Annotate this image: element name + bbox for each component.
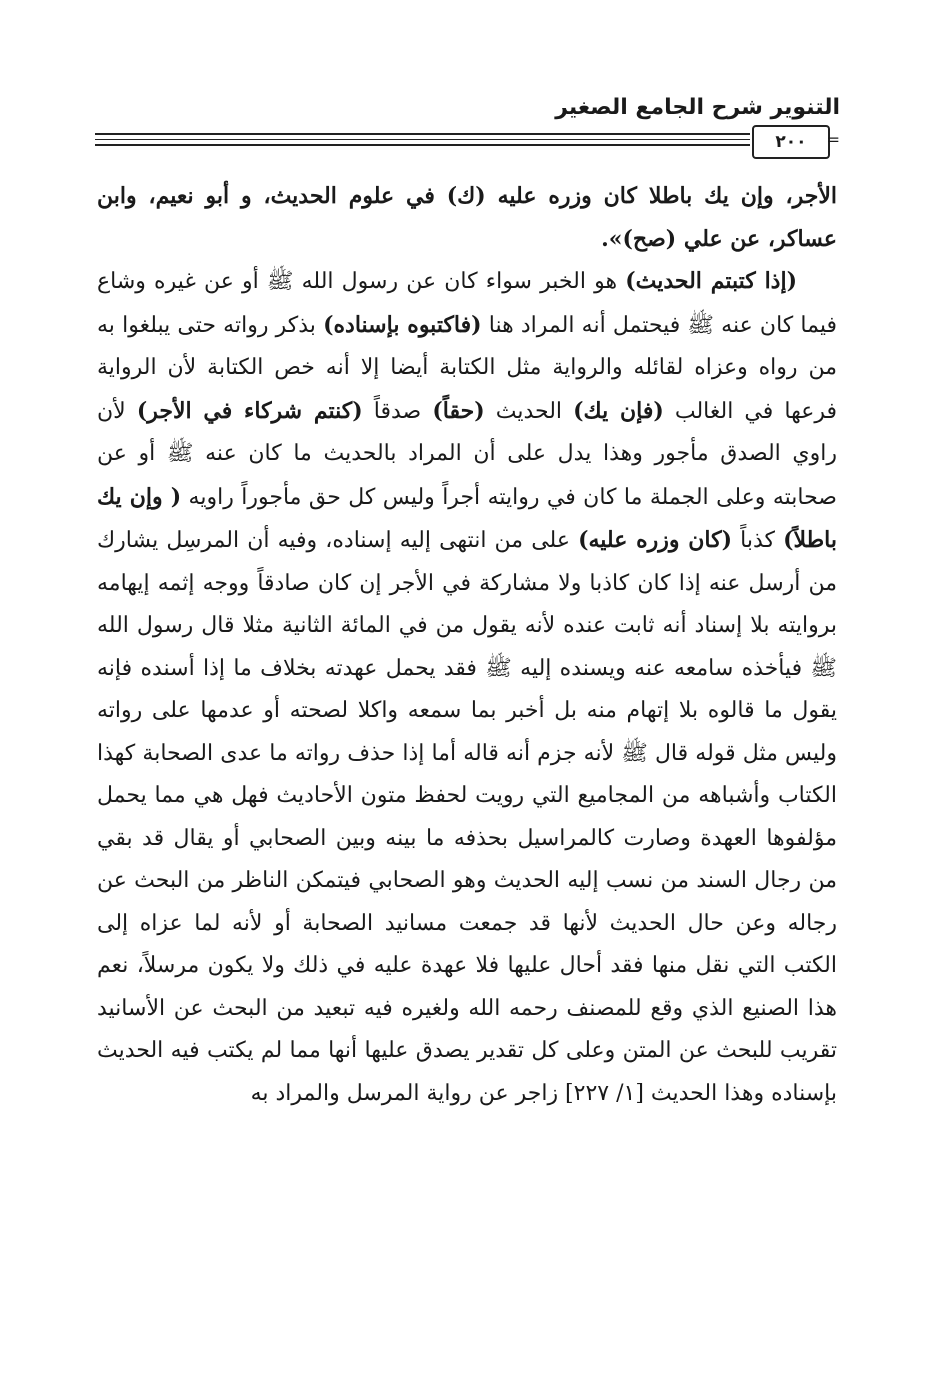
commentary-text: لأن راوي الصدق مأجور وهذا يدل على أن المراد بالحديث ما كان عنه ﷺ أو عن صحابته وعلى الجملة ما كان في روايته أجراً وليس كل حق مأجوراً راويه bbox=[97, 398, 837, 510]
commentary-text: كذباً bbox=[732, 528, 784, 553]
opening-paragraph: الأجر، وإن يك باطلا كان وزره عليه (ك) في علوم الحديث، و أبو نعيم، وابن عساكر، عن علي (صح)». bbox=[97, 183, 837, 252]
page-body bbox=[97, 175, 837, 1115]
quoted-term: (إذا كتبتم الحديث) bbox=[625, 268, 797, 294]
running-title: التنوير شرح الجامع الصغير bbox=[555, 95, 840, 120]
commentary-text: على من انتهى إليه إسناده، وفيه أن المرسِل يشارك من أرسل عنه إذا كان كاذبا ولا مشاركة في الأجر إن كان صادقاً ووجه إثمه إيهامه بروايته بلا إسناد أنه ثابت عنده لأنه يقول من في المائة الثانية مثلا قال رسول الله ﷺ فيأخذه سامعه عنه ويسنده إليه ﷺ فقد يحمل عهدته بخلاف ما إذا أسنده فإنه يقول ما قالوه بلا إتهام منه بل أخبر بما سمعه واكلا لصحته أو عدمها على رواته وليس مثل قوله قال ﷺ لأنه جزم أنه قاله أما إذا حذف رواته ما عدى الصحابة كهذا الكتاب وأشباهه من المجاميع التي رويت لحفظ متون الأحاديث فهل هي مما يحمل مؤلفوها العهدة وصارت كالمراسيل بحذفه ما بينه وبين الصحابي أو يقال قد بقي من رجال السند من نسب إليه الحديث وهو الصحابي فيتمكن الناظر من البحث عن رجاله وعن حال الحديث لأنها قد جمعت مسانيد الصحابة أو لأنه لما عزاه إلى الكتب التي نقل منها فقد أحال عليها فلا عهدة عليه في ذلك ولا يكون مرسلاً، نعم هذا الصنيع الذي وقع للمصنف رحمه الله ولغيره فيه تبعيد من البحث عن الأسانيد تقريب للبحث عن المتن وعلى كل تقدير يصدق عليها أنها مما لم يكتب فيه الحديث بإسناده وهذا الحديث [١/ ٢٢٧] زاجر عن رواية المرسل والمراد به bbox=[97, 528, 837, 1106]
commentary-paragraph bbox=[97, 260, 837, 1115]
quoted-term: (كان وزره عليه) bbox=[578, 527, 733, 553]
header-rule bbox=[95, 139, 750, 140]
commentary-text: الحديث bbox=[484, 398, 574, 424]
quoted-term: (كنتم شركاء في الأجر) bbox=[136, 397, 363, 424]
commentary-text: صدقاً bbox=[362, 398, 433, 424]
commentary-text: هو الخبر سواء كان عن رسول الله ﷺ أو عن غيره وشاع فيما كان عنه ﷺ فيحتمل أنه المراد هنا bbox=[97, 269, 838, 338]
page-number: ٢٠٠ bbox=[752, 125, 830, 159]
page-number-ornament: = bbox=[826, 130, 840, 149]
quoted-term: ( وإن يك باطلاً) bbox=[97, 483, 837, 553]
header-rule bbox=[95, 144, 750, 146]
header-rule bbox=[95, 133, 750, 135]
page-header bbox=[95, 95, 840, 160]
quoted-term: (فاكتبوه بإسناده) bbox=[323, 311, 482, 338]
commentary-text: بذكر رواته حتى يبلغوا به من رواه وعزاه لقائله والرواية مثل الكتابة أيضا إلا أنه خص الكتابة لأن الرواية فرعها في الغالب bbox=[97, 312, 837, 424]
quoted-term: (فإن يك) bbox=[573, 397, 664, 424]
quoted-term: (حقاً) bbox=[432, 397, 485, 424]
